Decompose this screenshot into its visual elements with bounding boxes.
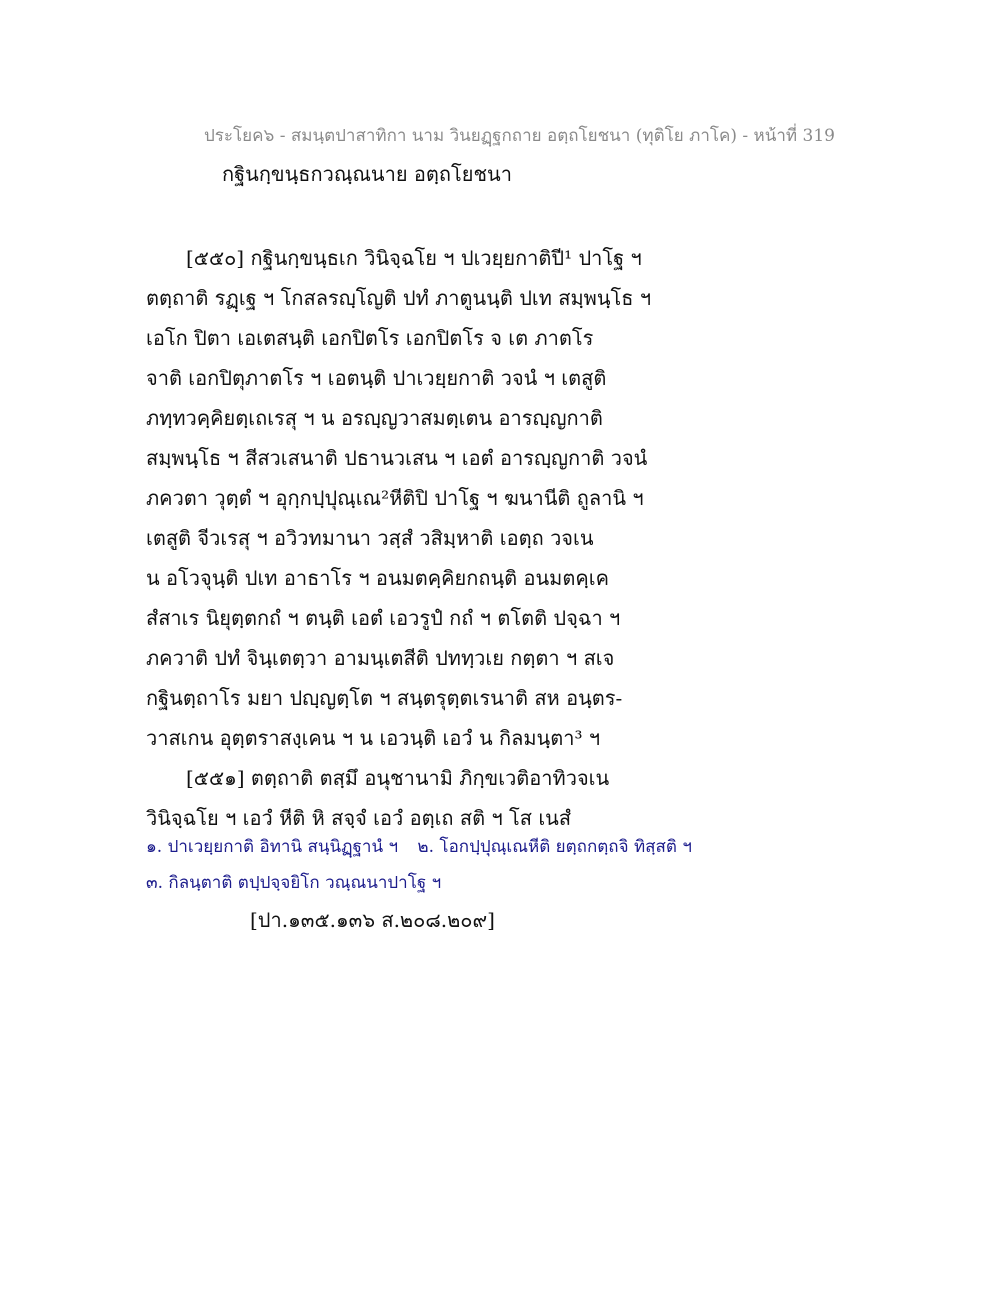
- paragraph-551-line: วินิจฺฉโย ฯ เอวํ หีติ หิ สจฺจํ เอวํ อตฺเถ สติ ฯ โส เนสํ: [146, 806, 572, 830]
- body-text: [146, 238, 966, 838]
- paragraph-551-line: [๕๕๑] ตตฺถาติ ตสฺมึ อนุชานามิ ภิกฺขเวติอาทิวจเน: [186, 766, 610, 790]
- paragraph-550-line: ภทฺทวคฺคิยตฺเถเรสุ ฯ น อรญฺญวาสมตฺเตน อารญฺญกาติ: [146, 406, 603, 430]
- paragraph-550-line: เอโก ปิตา เอเตสนฺติ เอกปิตโร เอกปิตโร จ เต ภาตโร: [146, 326, 594, 350]
- footnote-2: ๒. โอกปฺปุณฺเณหีติ ยตฺถกตฺถจิ ทิสฺสติ ฯ: [417, 837, 692, 857]
- footnote-line: [146, 832, 966, 868]
- running-header: ประโยค๖ - สมนฺตปาสาทิกา นาม วินยฏฺฐกถาย อตฺถโยชนา (ทุติโย ภาโค) - หน้าที่ 319: [204, 126, 835, 146]
- paragraph-550-line: เตสูติ จีวเรสุ ฯ อวิวทมานา วสฺสํ วสิมฺหาติ เอตฺถ วจเน: [146, 526, 594, 550]
- paragraph-550-line: ภควาติ ปทํ จินฺเตตฺวา อามนฺเตสีติ ปททฺวเย กตฺตา ฯ สเจ: [146, 646, 615, 670]
- footnote-line: [146, 868, 966, 904]
- paragraph-550-line: สมฺพนฺโธ ฯ สีสวเสนาติ ปธานวเสน ฯ เอตํ อารญฺญกาติ วจนํ: [146, 446, 648, 470]
- paragraph-550-line: น อโวจุนฺติ ปเท อาธาโร ฯ อนมตคฺคิยกถนฺติ อนมตคฺเค: [146, 566, 609, 590]
- paragraph-550-line: กฐินตฺถาโร มยา ปญฺญตฺโต ฯ สนฺตรุตฺตเรนาติ สห อนฺตร-: [146, 686, 623, 710]
- paragraph-550-line: [๕๕๐] กฐินกฺขนฺธเก วินิจฺฉโย ฯ ปเวยฺยกาติปี¹ ปาโฐ ฯ: [186, 246, 642, 270]
- paragraph-550-line: ตตฺถาติ รฏฺเฐ ฯ โกสลรญฺโญติ ปทํ ภาตูนนฺติ ปเท สมฺพนฺโธ ฯ: [146, 286, 652, 310]
- paragraph-550-line: ภควตา วุตฺตํ ฯ อุกฺกปฺปุณฺเณ²หีติปิ ปาโฐ ฯ ฆนานีติ ถูลานิ ฯ: [146, 486, 644, 510]
- paragraph-550-line: วาสเกน อุตฺตราสงฺเคน ฯ น เอวนฺติ เอวํ น กิลมนฺตา³ ฯ: [146, 726, 601, 750]
- paragraph-550-line: จาติ เอกปิตุภาตโร ฯ เอตนฺติ ปาเวยฺยกาติ วจนํ ฯ เตสูติ: [146, 366, 607, 390]
- footnote-3: ๓. กิลนฺตาติ ตปฺปจฺจยิโก วณฺณนาปาโฐ ฯ: [146, 873, 442, 893]
- section-title: กฐินกฺขนฺธกวณฺณนาย อตฺถโยชนา: [222, 162, 512, 186]
- page-reference: [ปา.๑๓๕.๑๓๖ ส.๒๐๘.๒๐๙]: [250, 908, 495, 932]
- footnote-1: ๑. ปาเวยฺยกาติ อิทานิ สนฺนิฏฺฐานํ ฯ: [146, 837, 399, 857]
- footnotes: [146, 832, 966, 904]
- paragraph-550-line: สํสาเร นิยุตฺตกถํ ฯ ตนฺติ เอตํ เอวรูปํ กถํ ฯ ตโตติ ปจฺฉา ฯ: [146, 606, 621, 630]
